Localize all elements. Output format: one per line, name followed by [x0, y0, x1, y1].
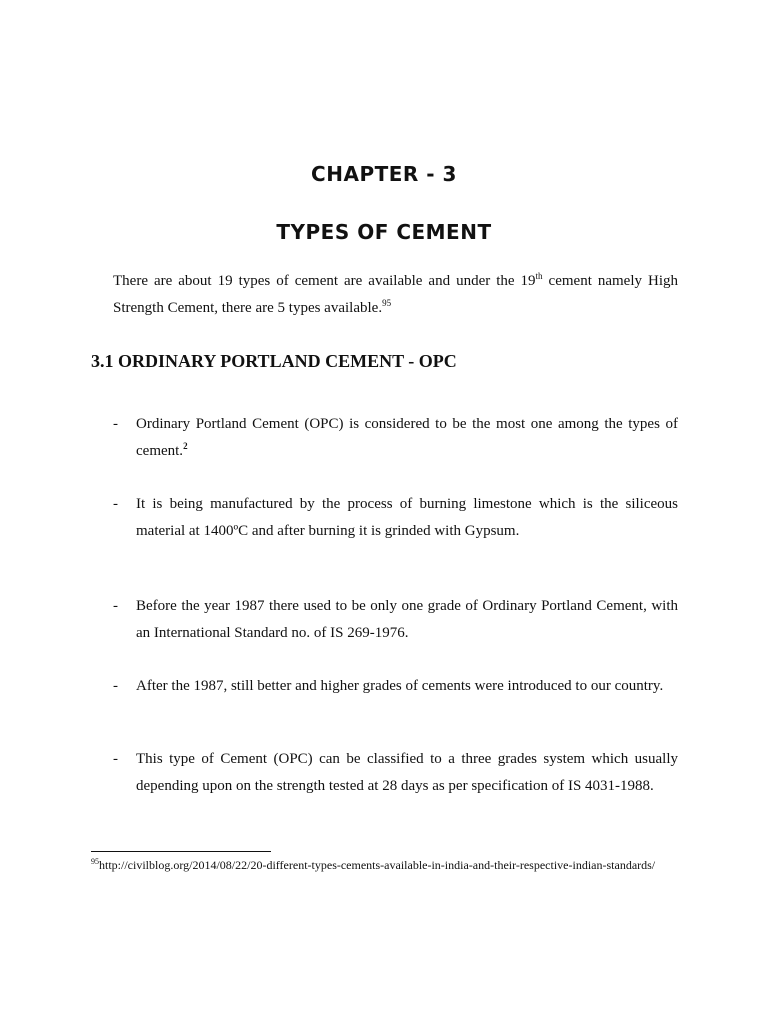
- bullet-dash: -: [113, 416, 118, 432]
- bullet-dash: -: [113, 598, 118, 614]
- list-item-text: This type of Cement (OPC) can be classified to a three grades system which usually depending upon on the strength tested at 28 days as per specification of IS 4031-1988.: [136, 751, 678, 794]
- list-item-text: It is being manufactured by the process of burning limestone which is the siliceous material at 1400ºC and after burning it is grinded with Gypsum.: [136, 496, 678, 539]
- list-item-text: After the 1987, still better and higher grades of cements were introduced to our country.: [136, 678, 664, 694]
- bullet-text: Ordinary Portland Cement (OPC) is considered to be the most one among the types of cement.: [136, 416, 678, 459]
- section-heading: 3.1 ORDINARY PORTLAND CEMENT - OPC: [91, 351, 457, 371]
- intro-text-end: cement namely High Strength Cement, there are 5 types available.: [113, 273, 678, 316]
- ordinal-superscript: th: [535, 271, 543, 281]
- chapter-heading: CHAPTER - 3: [311, 162, 457, 186]
- footnote-reference: 2: [183, 441, 188, 451]
- chapter-title: TYPES OF CEMENT: [276, 220, 492, 244]
- footnote: [91, 852, 681, 879]
- bullet-dash: -: [113, 678, 118, 694]
- footnote-number: 95: [91, 857, 99, 866]
- bullet-dash: -: [113, 496, 118, 512]
- intro-text-start: There are about 19 types of cement are available and under the 19: [113, 273, 536, 289]
- list-item-text: [136, 411, 678, 465]
- list-item-text: Before the year 1987 there used to be only one grade of Ordinary Portland Cement, with an International Standard no. of IS 269-1976.: [136, 598, 678, 641]
- bullet-dash: -: [113, 751, 118, 767]
- footnote-link[interactable]: http://civilblog.org/2014/08/22/20-different-types-cements-available-in-india-and-their-respective-indian-standards/: [99, 858, 656, 872]
- intro-paragraph: [113, 268, 678, 322]
- footnote-reference: 95: [382, 298, 392, 308]
